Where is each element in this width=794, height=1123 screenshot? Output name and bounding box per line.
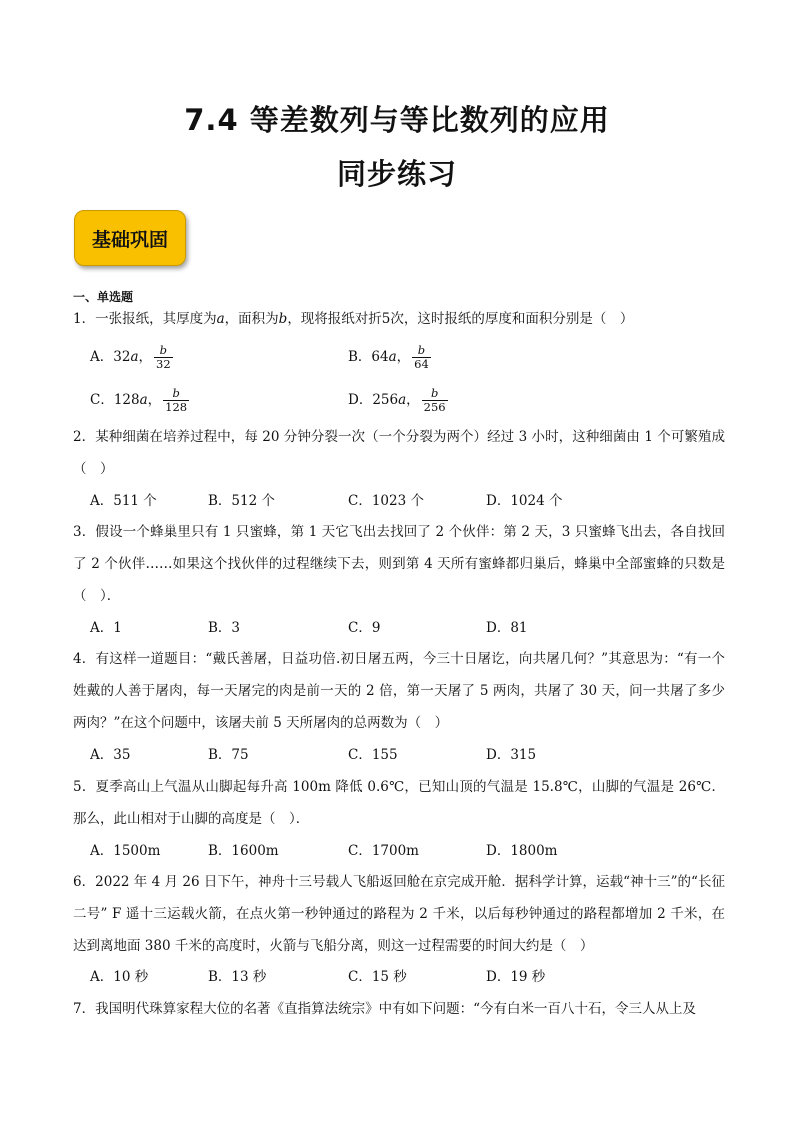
q2-option-d[interactable]: D．1024 个 [486,493,563,509]
option-label: D．256 [348,392,399,408]
fraction-numerator: b [172,386,180,400]
q3-option-d[interactable]: D．81 [486,620,528,636]
q5-option-d[interactable]: D．1800m [486,843,558,859]
q1-stem-b: ，面积为 [224,311,279,327]
q6-option-b[interactable]: B．13 秒 [208,969,267,985]
q1-option-d[interactable] [348,385,448,415]
option-var: a [398,392,407,408]
q2-option-c[interactable]: C．1023 个 [348,493,424,509]
q2-option-a[interactable]: A．511 个 [90,493,157,509]
option-sep: ， [396,349,411,365]
q4-option-b[interactable]: B．75 [208,747,249,763]
fraction-numerator: b [417,343,426,357]
option-var: a [130,349,139,365]
q4-option-d[interactable]: D．315 [486,747,537,763]
q5-option-b[interactable]: B．1600m [208,843,279,859]
fraction-denominator: 128 [165,400,188,414]
q3-options [90,613,730,643]
q3-option-c[interactable]: C．9 [348,620,381,636]
q1-stem-c: ，现将报纸对折5次，这时报纸的厚度和面积分别是（ ） [287,311,634,327]
section-badge: 基础巩固 [74,210,186,266]
q6-option-a[interactable]: A．10 秒 [90,969,149,985]
q2-option-b[interactable]: B．512 个 [208,493,275,509]
q4-options [90,740,730,770]
q1-stem-a: 1．一张报纸，其厚度为 [73,311,217,327]
q6-options [90,962,730,992]
q6-option-c[interactable]: C．15 秒 [348,969,407,985]
q4-option-c[interactable]: C．155 [348,747,398,763]
option-sep: ， [138,349,152,365]
q1-option-c[interactable] [90,385,189,415]
option-fraction [154,344,173,371]
q2-options [90,486,730,516]
option-label: C．128 [90,392,140,408]
q1-var-a: a [216,311,225,327]
option-fraction [412,344,431,371]
option-label: A．32 [90,349,131,365]
q5-option-a[interactable]: A．1500m [90,843,161,859]
fraction-numerator: b [159,343,167,357]
fraction-denominator: 32 [156,357,171,371]
question-7: 7．我国明代珠算家程大位的名著《直指算法统宗》中有如下问题：“今有白米一百八十石，令三人从上及 [73,1001,696,1017]
question-2: 2．某种细菌在培养过程中，每 20 分钟分裂一次（一个分裂为两个）经过 3 小时，这种细菌由 1 个可繁殖成（ ） [73,429,725,477]
question-6: 6．2022 年 4 月 26 日下午，神舟十三号载人飞船返回舱在京完成开舱．据科学计算，运载“神十三”的“长征二号” F 遥十三运载火箭，在点火第一秒钟通过的路程为 2 千米，以后每秒钟通过的路程都增加 2 千米，在达到离地面 380 千米的高度时，火箭与飞船分离，则这一过程需要的时间大约是（ ） [73,874,725,954]
q5-option-c[interactable]: C．1700m [348,843,419,859]
document-subtitle: 同步练习 [336,157,457,191]
q1-options-row-2 [90,385,730,415]
option-var: a [388,349,397,365]
section-heading: 一、单选题 [73,290,134,304]
document-title: 7.4 等差数列与等比数列的应用 [184,103,610,137]
fraction-denominator: 64 [414,357,429,371]
q1-option-b[interactable] [348,342,431,372]
q5-options [90,836,730,866]
q1-var-b: b [278,311,288,327]
option-fraction [163,387,189,414]
question-1 [73,303,725,335]
option-sep: ， [147,392,162,408]
question-4: 4．有这样一道题目：“戴氏善屠，日益功倍.初日屠五两，今三十日屠讫，向共屠几何？”其意思为：“有一个姓戴的人善于屠肉，每一天屠完的肉是前一天的 2 倍，第一天屠了 5 两肉，共屠了 30 天，问一共屠了多少两肉？”在这个问题中，该屠夫前 5 天所屠肉的总两数为（ ） [73,651,725,731]
question-3: 3．假设一个蜂巢里只有 1 只蜜蜂，第 1 天它飞出去找回了 2 个伙伴：第 2 天，3 只蜜蜂飞出去，各自找回了 2 个伙伴……如果这个找伙伴的过程继续下去，则到第 4 天所有蜜蜂都归巢后，蜂巢中全部蜜蜂的只数是（ ）． [73,524,725,604]
option-label: B．64 [348,349,389,365]
q1-options-row-1 [90,342,730,372]
q4-option-a[interactable]: A．35 [90,747,131,763]
q3-option-a[interactable]: A．1 [90,620,122,636]
q3-option-b[interactable]: B．3 [208,620,241,636]
option-sep: ， [406,392,420,408]
question-5: 5．夏季高山上气温从山脚起每升高 100m 降低 0.6℃，已知山顶的气温是 15.8℃，山脚的气温是 26℃．那么，此山相对于山脚的高度是（ ）． [73,779,725,827]
q1-option-a[interactable] [90,342,173,372]
fraction-denominator: 256 [423,400,446,414]
option-var: a [139,392,148,408]
option-fraction [422,387,448,414]
fraction-numerator: b [430,386,439,400]
q6-option-d[interactable]: D．19 秒 [486,969,546,985]
